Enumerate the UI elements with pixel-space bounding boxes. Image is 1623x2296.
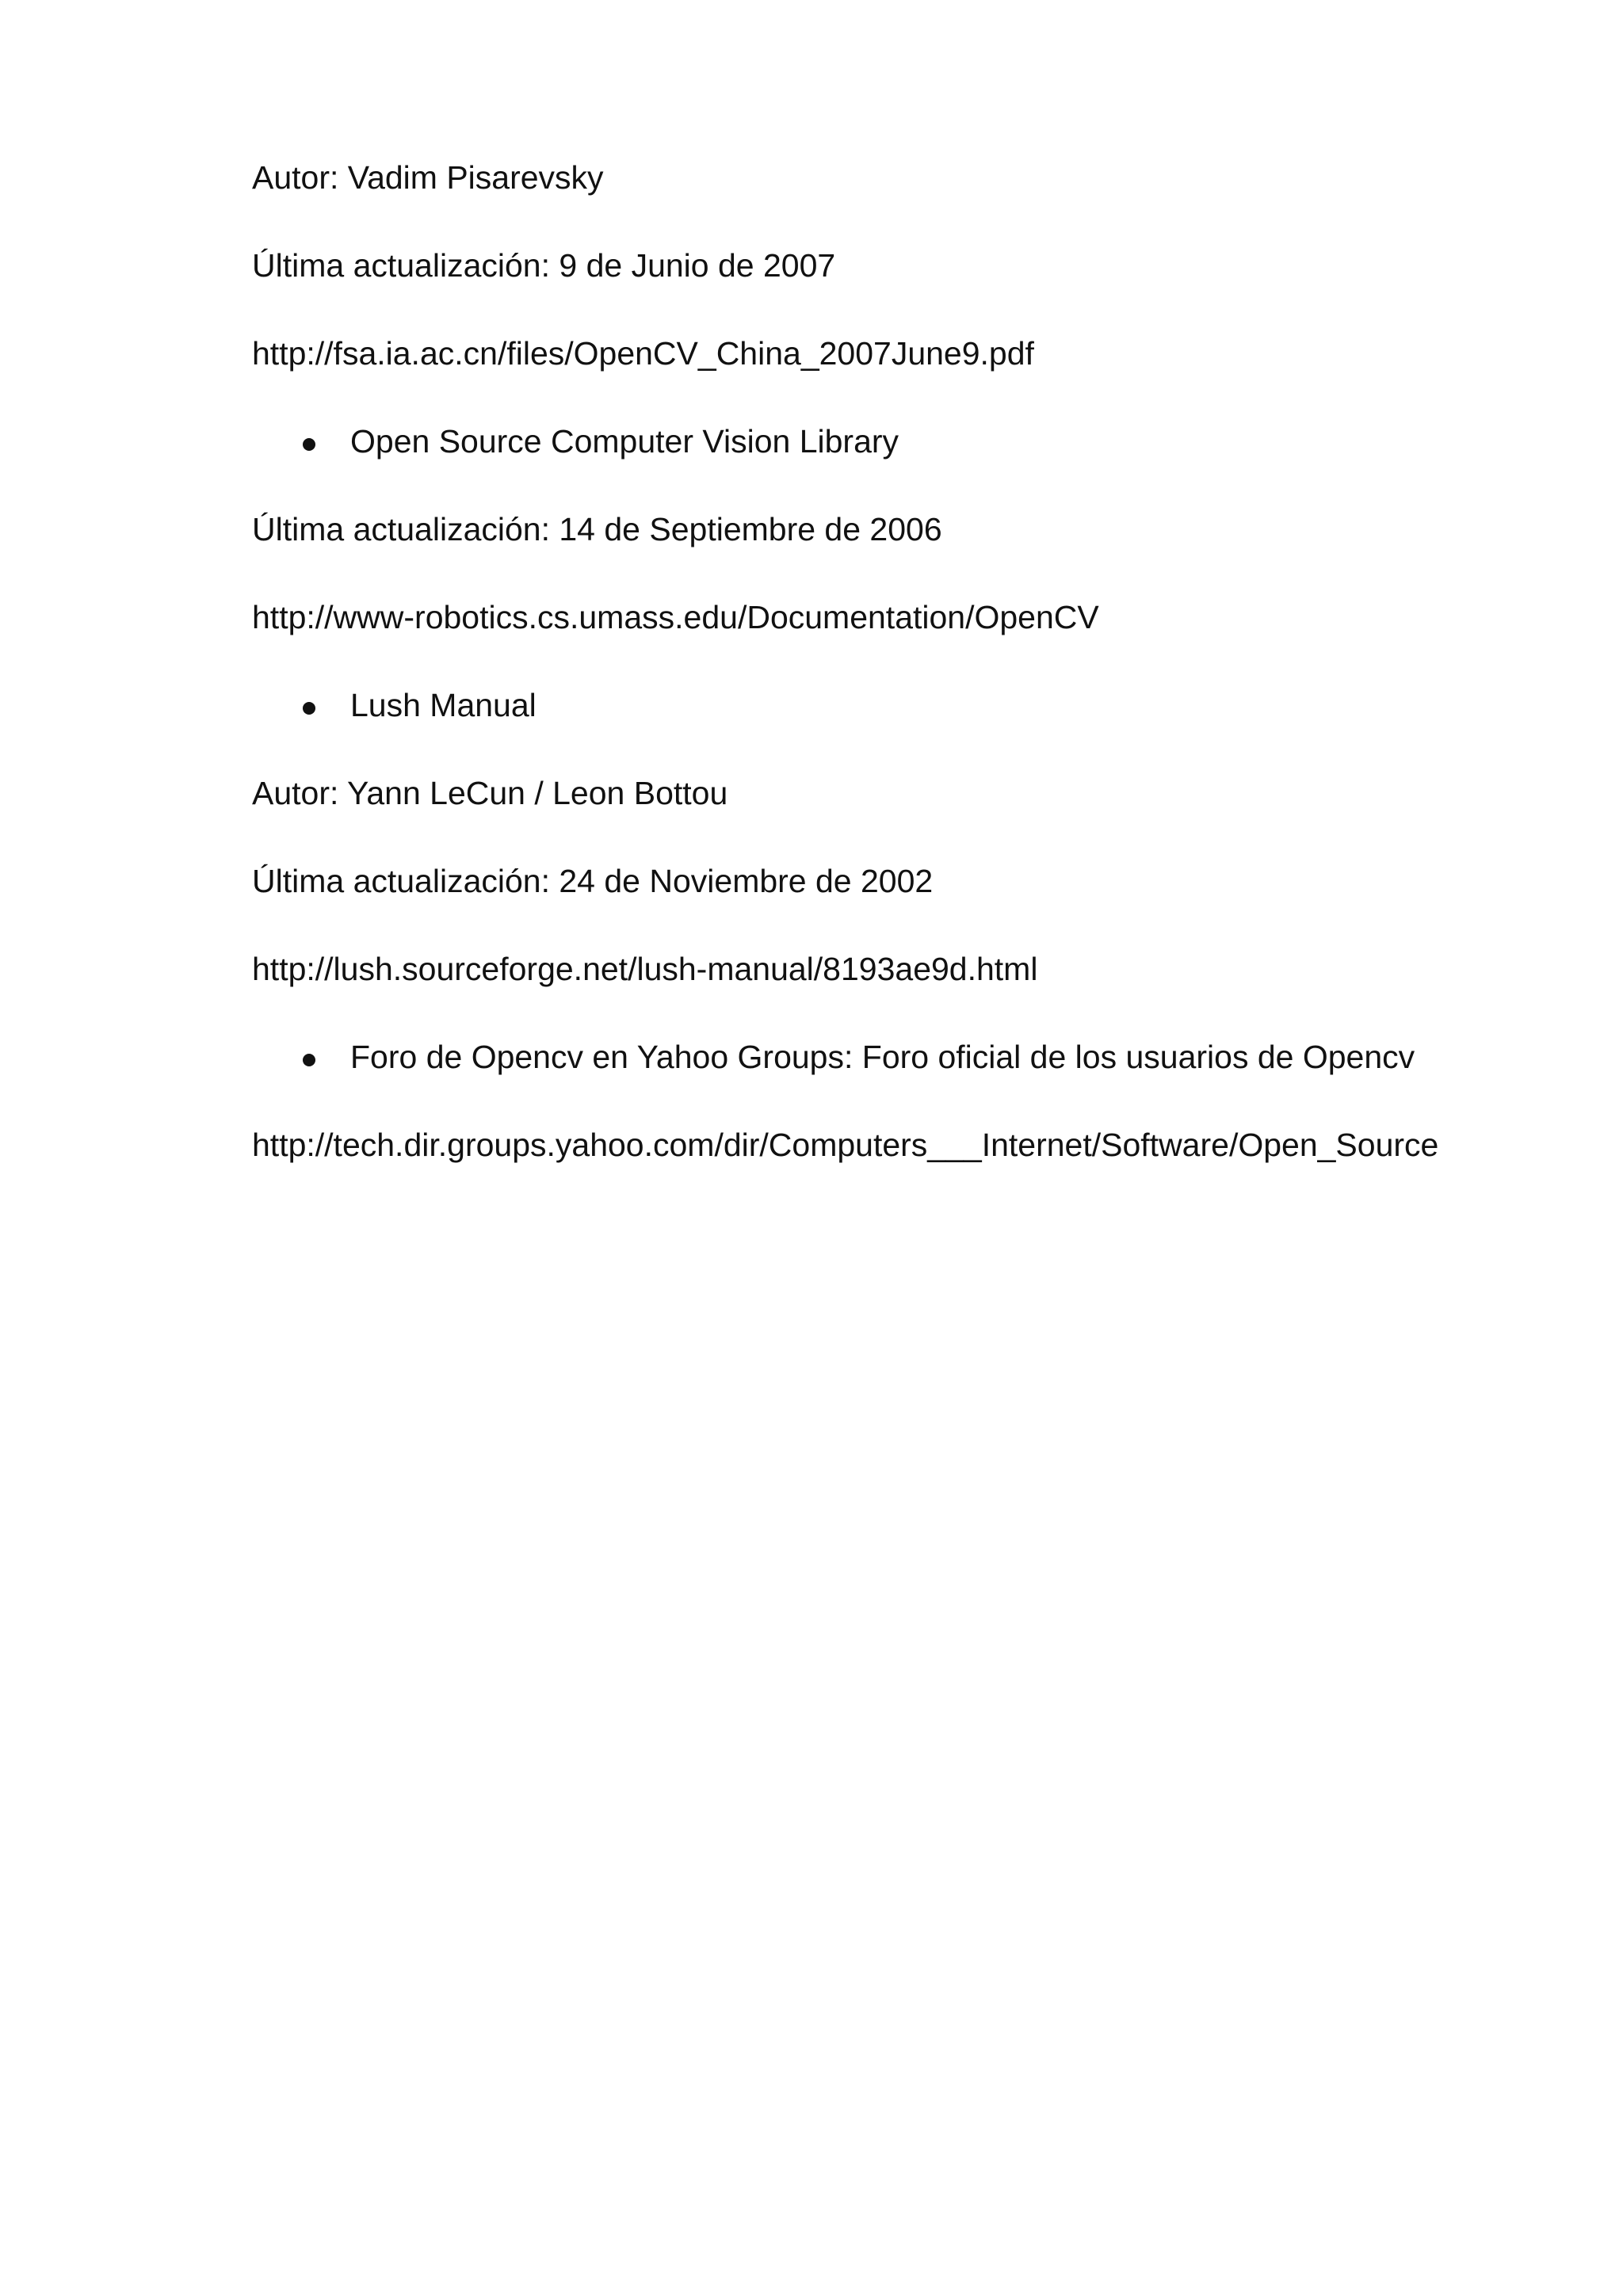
document-content xyxy=(252,158,1568,1214)
last-updated-line: Última actualización: 14 de Septiembre de 2006 xyxy=(252,511,942,547)
reference-url: http://fsa.ia.ac.cn/files/OpenCV_China_2007June9.pdf xyxy=(252,335,1034,372)
last-updated-line: Última actualización: 9 de Junio de 2007 xyxy=(252,247,836,284)
bullet-text: Lush Manual xyxy=(350,687,537,723)
author-line: Autor: Yann LeCun / Leon Bottou xyxy=(252,775,728,811)
bullet-item xyxy=(252,422,1568,460)
bullet-icon xyxy=(303,1054,315,1066)
bullet-text: Open Source Computer Vision Library xyxy=(350,423,899,460)
bullet-item xyxy=(252,1038,1568,1076)
bullet-item xyxy=(252,686,1568,724)
bullet-icon xyxy=(303,438,315,451)
reference-url: http://lush.sourceforge.net/lush-manual/8193ae9d.html xyxy=(252,951,1038,987)
author-line: Autor: Vadim Pisarevsky xyxy=(252,159,604,196)
reference-url: http://www-robotics.cs.umass.edu/Documentation/OpenCV xyxy=(252,599,1099,635)
last-updated-line: Última actualización: 24 de Noviembre de 2002 xyxy=(252,863,934,899)
reference-url: http://tech.dir.groups.yahoo.com/dir/Computers___Internet/Software/Open_Source xyxy=(252,1127,1439,1163)
bullet-icon xyxy=(303,702,315,715)
bullet-text: Foro de Opencv en Yahoo Groups: Foro oficial de los usuarios de Opencv xyxy=(350,1039,1415,1075)
